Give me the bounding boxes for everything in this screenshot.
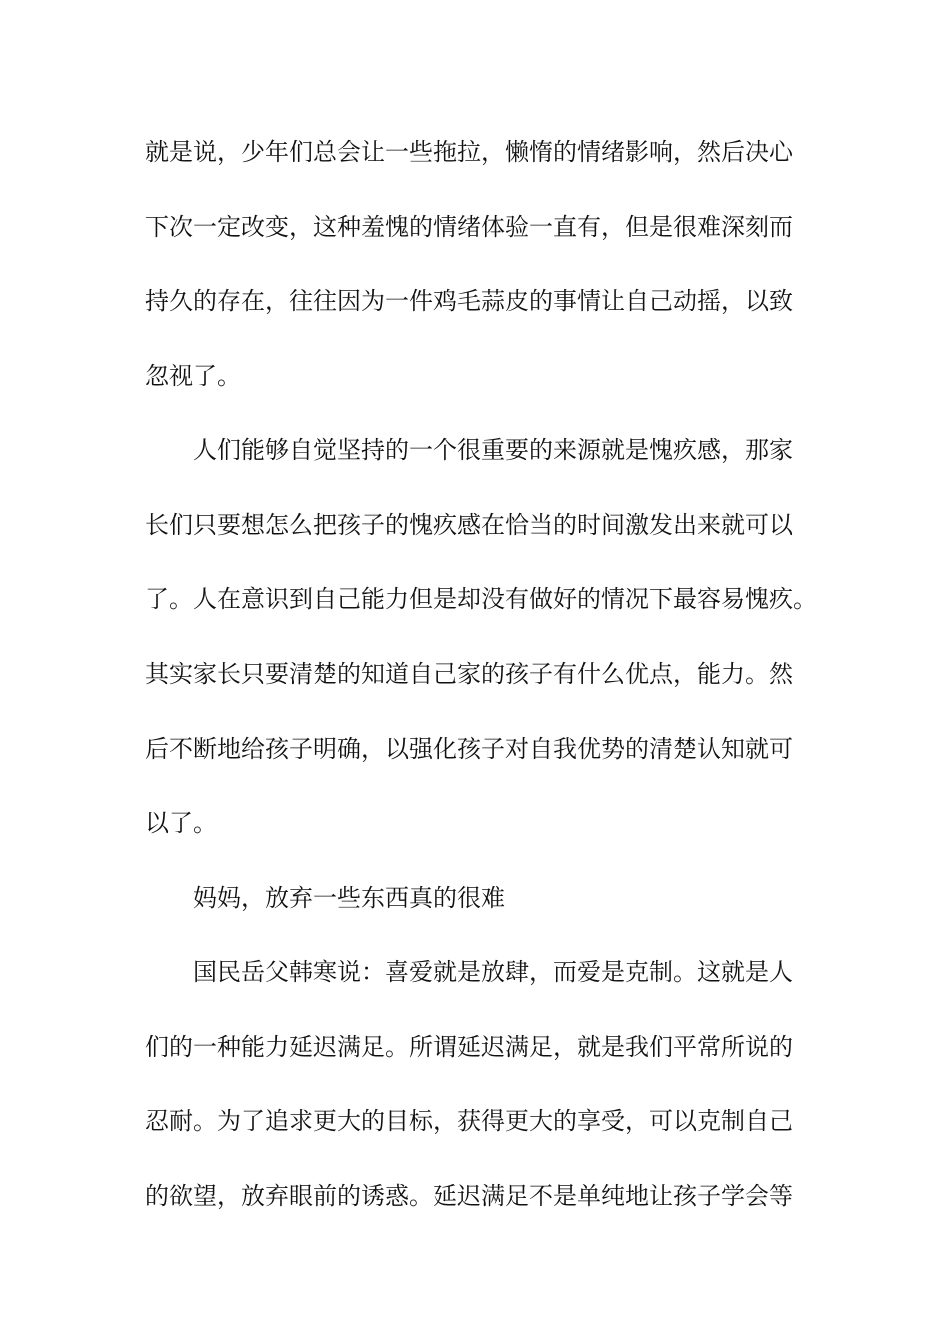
text-line: 的欲望，放弃眼前的诱惑。延迟满足不是单纯地让孩子学会等 xyxy=(145,1182,793,1210)
text-line: 其实家长只要清楚的知道自己家的孩子有什么优点，能力。然 xyxy=(145,660,793,688)
section-heading: 妈妈，放弃一些东西真的很难 xyxy=(193,884,505,912)
paragraph-first-line: 人们能够自觉坚持的一个很重要的来源就是愧疚感，那家 xyxy=(193,436,793,464)
text-line: 们的一种能力延迟满足。所谓延迟满足，就是我们平常所说的 xyxy=(145,1033,793,1061)
text-line: 下次一定改变，这种羞愧的情绪体验一直有，但是很难深刻而 xyxy=(145,213,793,241)
text-line: 长们只要想怎么把孩子的愧疚感在恰当的时间激发出来就可以 xyxy=(145,511,793,539)
text-line: 了。人在意识到自己能力但是却没有做好的情况下最容易愧疚。 xyxy=(145,585,817,613)
text-line: 忍耐。为了追求更大的目标，获得更大的享受，可以克制自己 xyxy=(145,1107,793,1135)
text-line: 以了。 xyxy=(145,809,217,837)
paragraph-first-line: 国民岳父韩寒说：喜爱就是放肆，而爱是克制。这就是人 xyxy=(193,958,793,986)
text-line: 持久的存在，往往因为一件鸡毛蒜皮的事情让自己动摇，以致 xyxy=(145,287,793,315)
text-line: 忽视了。 xyxy=(145,362,241,390)
text-line: 后不断地给孩子明确，以强化孩子对自我优势的清楚认知就可 xyxy=(145,735,793,763)
text-line: 就是说，少年们总会让一些拖拉，懒惰的情绪影响，然后决心 xyxy=(145,138,793,166)
